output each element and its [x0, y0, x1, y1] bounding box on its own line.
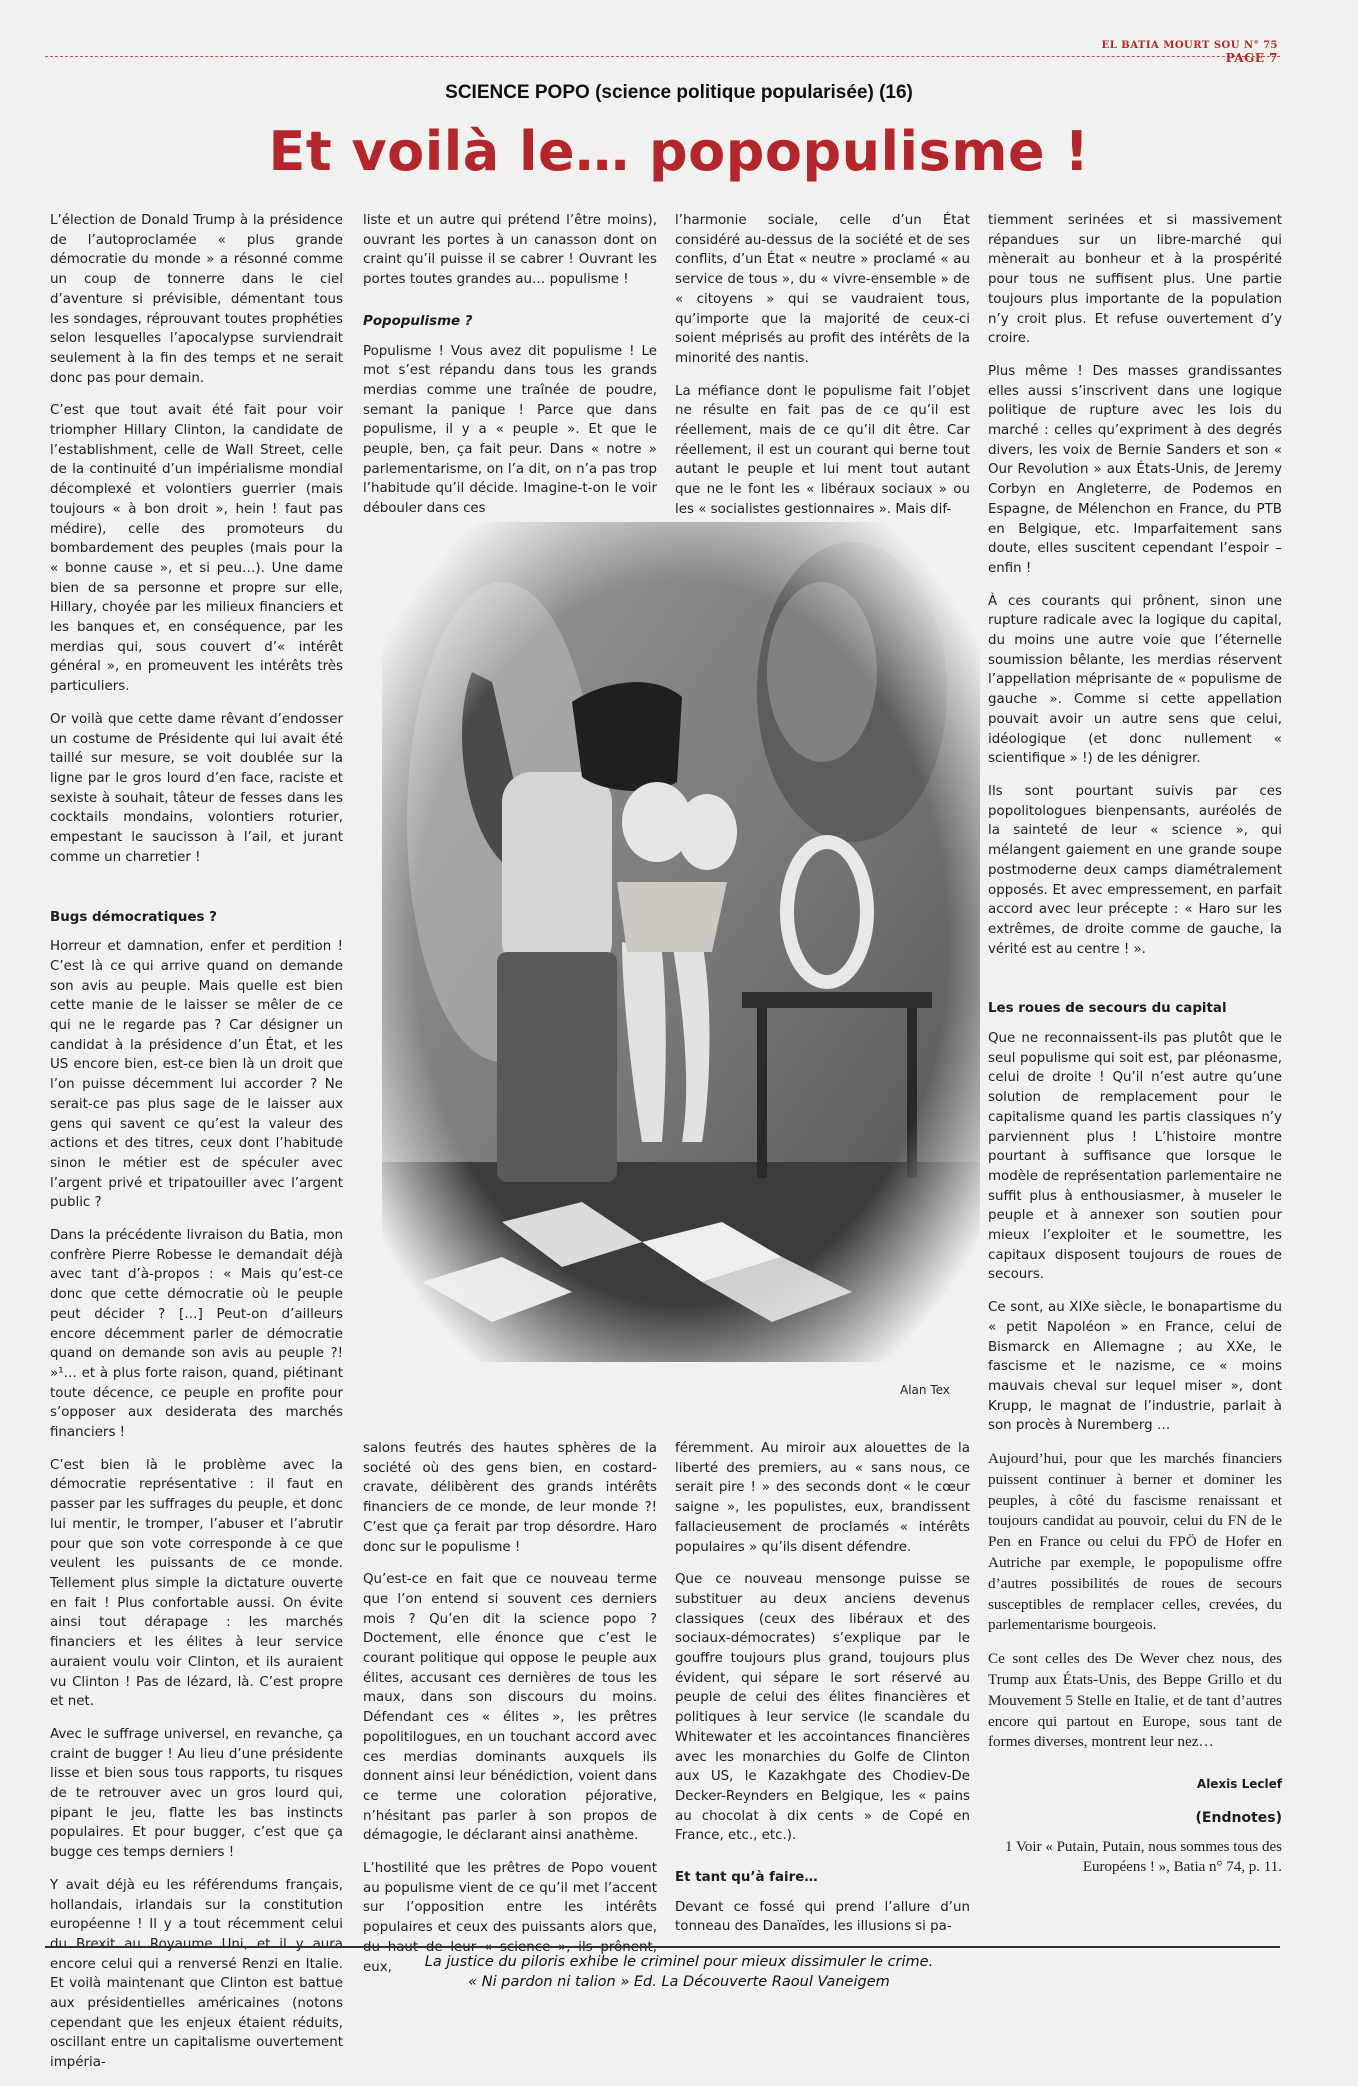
footer-rule — [45, 1946, 1280, 1948]
column-2-top — [363, 211, 657, 532]
paragraph: La méfiance dont le populisme fait l’objet ne résulte en fait pas de ce qu’il est réellement, mais de ce qu’il dit être. Car réellement, il est un courant qui berne tout autant le peuple et lui ment tout autant que ne le font les « libéraux sociaux » ou les « socialistes gestionnaires ». Mais dif- — [675, 383, 970, 517]
paragraph: Que ne reconnaissent-ils pas plutôt que le seul populisme qui soit est, par pléonasme, celui de droite ! Qu’il n’est autre qu’une solution de remplacement pour le capitalisme quand les partis classiques n’y parviennent plus ! L’histoire montre pourtant à suffisance que lorsque le modèle de représentation parlementaire ne suffit plus à enthousiasmer, à museler le peuple et à annexer son soutien pour mieux l’exploiter et le soumettre, les capitaux disposent toujours de roues de secours. — [988, 1031, 1282, 1283]
column-3-bottom — [675, 1439, 970, 1950]
column-4 — [988, 211, 1282, 1877]
paragraph: féremment. Au miroir aux alouettes de la liberté des premiers, au « sans nous, ce serait pire ! » des seconds dont « le cœur saigne », les populistes, eux, brandissent fallacieusement de proclamés « intérêts populaires » qu’ils disent défendre. — [675, 1441, 970, 1555]
endnotes-title: (Endnotes) — [1195, 1809, 1282, 1826]
paragraph: Or voilà que cette dame rêvant d’endosser un costume de Présidente qui lui avait été taillé sur mesure, se voit doublée sur la ligne par le gros lourd d’en face, raciste et sexiste à souhait, tâteur de fesses dans les cocktails mondains, volontiers roturier, empestant le saucisson à l’ail, et jurant comme un charretier ! — [50, 711, 343, 865]
quote-line-1: La justice du piloris exhibe le criminel pour mieux dissimuler le crime. — [424, 1954, 934, 1970]
paragraph: Plus même ! Des masses grandissantes elles aussi s’inscrivent dans une logique politique de rupture avec les lois du marché : celles qu’expriment à des degrés divers, les voix de Bernie Sanders et son « Our Revolution » aux États-Unis, de Jeremy Corbyn en Angleterre, de Podemos en Espagne, de Mélenchon en France, du PTB en Belgique, etc. Imparfaitement sans doute, elles suscitent cependant l’espoir – enfin ! — [988, 363, 1282, 576]
paragraph: Ce sont celles des De Wever chez nous, des Trump aux États-Unis, des Beppe Grillo et du Mouvement 5 Stelle en Italie, et de tant d’autres encore qui partout en Europe, sous tant de formes diverses, montrent leur nez… — [988, 1650, 1282, 1751]
footer-quote — [0, 1952, 1358, 1992]
column-1 — [50, 211, 343, 2086]
column-2-bottom — [363, 1439, 657, 1990]
paragraph: Horreur et damnation, enfer et perdition ! C’est là ce qui arrive quand on demande son avis au peuple. Mais quelle est bien cette manie de le laisser se mêler de ce qui ne le regarde pas ? Car désigner un candidat à la présidence d’un État, et les US encore bien, est-ce bien là un droit que l’on puisse décemment lui accorder ? Ne serait-ce pas plus sage de le laisser aux gens qui savent ce qu’est la valeur des actions et des titres, ceux dont l’habitude sinon le métier est de spéculer avec l’argent privé et tripatouiller avec l’argent public ? — [50, 939, 343, 1211]
endnote: 1 Voir « Putain, Putain, nous sommes tous des Européens ! », Batia n° 74, p. 11. — [1005, 1838, 1282, 1875]
subheading-bugs: Bugs démocratiques ? — [50, 909, 217, 925]
paragraph: Ce sont, au XIXe siècle, le bonapartisme du « petit Napoléon » en France, celui de Bismarck en Allemagne ; au XXe, le fascisme et le nazisme, ce « moins mauvais cheval sur lequel miser », dont Krupp, le magnat de l’industrie, parlait à son procès à Nuremberg … — [988, 1300, 1282, 1434]
paragraph: L’hostilité que les prêtres de Popo vouent au populisme vient de ce qu’il met l’accent sur l’opposition entre les intérêts populaires et ceux des puissants alors que, du haut de leur « science », ils prônent, eux, — [363, 1861, 657, 1975]
paragraph: Avec le suffrage universel, en revanche, ça craint de bugger ! Au lieu d’une présidente lisse et bien sous tous rapports, tu risques de te retrouver avec un gros lourd qui, pipant le jeu, flatte les bas instincts populaires. Et pour bugger, c’est que ça bugge ces temps derniers ! — [50, 1726, 343, 1861]
paragraph: Dans la précédente livraison du Batia, mon confrère Pierre Robesse le demandait déjà avec tant d’à-propos : « Mais qu’est-ce donc que cette démocratie où le peuple peut décider ? […] Peut-on d’ailleurs encore décemment parler de démocratie quand on demande son avis au peuple ?! »¹… et à plus forte raison, quand, piétinant toute décence, ce peuple en profite pour s’opposer aux desiderata des marchés financiers ! — [50, 1228, 343, 1441]
author-signature: Alexis Leclef — [1196, 1777, 1282, 1792]
subheading-popopulisme: Popopulisme ? — [363, 313, 473, 329]
subheading-tant: Et tant qu’à faire… — [675, 1870, 818, 1886]
photo-credit: Alan Tex — [900, 1383, 950, 1397]
paragraph: C’est que tout avait été fait pour voir triompher Hillary Clinton, la candidate de l’establishment, celle de Wall Street, celle de la continuité d’un impérialisme mondial décomplexé et volontiers guerrier (mais toujours « à bon droit », hein ! faut pas médire), celle des promoteurs du bombardement des peuples (mais pour la « bonne cause », et si peu…). Une dame bien de sa personne et propre sur elle, Hillary, choyée par les milieux financiers et les banques et, en conséquence, par les merdias qui, sous couvert d’« intérêt général », en promeuvent les intérêts très particuliers. — [50, 403, 343, 695]
paragraph: Que ce nouveau mensonge puisse se substituer au deux anciens devenus classiques (ceux des libéraux et des sociaux-démocrates) s’explique par le gouffre toujours plus grand, toujours plus évident, qui sépare le sort réservé au peuple de celui des élites financières et politiques à leur service (le scandale du Whitewater et les accointances financières avec les monarchies du Golfe de Clinton aux US, le Kazakhgate des Chodiev-De Decker-Reynders en Belgique, les « pains au chocolat à dix cents » de Copé en France, etc., etc.). — [675, 1572, 970, 1844]
masthead — [1102, 40, 1278, 64]
headline: Et voilà le… popopulisme ! — [268, 120, 1090, 183]
masthead-title: EL BATIA MOURT SOU N° 75 — [1101, 40, 1278, 51]
paragraph: Y avait déjà eu les référendums français, hollandais, irlandais sur la constitution européenne ! Il y a tout récemment celui du Brexit au Royaume Uni, et il y aura encore celui qui a renversé Renzi en Italie. Et voilà maintenant que Clinton est battue aux présidentielles américaines (notons cependant que les enjeux étaient réduits, oscillant entre un capitalisme ouvertement impéria- — [50, 1877, 343, 2071]
paragraph: Devant ce fossé qui prend l’allure d’un tonneau des Danaïdes, les illusions si pa- — [675, 1899, 970, 1935]
paragraph: À ces courants qui prônent, sinon une rupture radicale avec la logique du capital, du moins une autre voie que l’éternelle soumission bêlante, les merdias réservent l’appellation méprisante de « populisme de gauche ». Comme si cette appellation pouvait avoir un autre sens que celui, idéologique (et donc nullement « scientifique » !) de les dénigrer. — [988, 593, 1282, 767]
photo-artwork — [382, 522, 980, 1362]
paragraph: C’est bien là le problème avec la démocratie représentative : il faut en passer par les suffrages du peuple, et donc lui mentir, le tromper, l’abuser et l’abrutir pour que son vote corresponde à ce que veulent les puissants de ce monde. Tellement plus simple la dictature ouverte en fait ! Plus confortable aussi. On évite ainsi tout dérapage : les marchés financiers et les élites à leur service auraient voulu voir Clinton, et ils auraient vu Clinton ! Pas de lézard, là. C’est propre et net. — [50, 1457, 343, 1710]
header-rule — [45, 56, 1280, 57]
paragraph: l’harmonie sociale, celle d’un État considéré au-dessus de la société et de ses conflits, d’un État « neutre » proclamé « au service de tous », du « vivre-ensemble » de « citoyens » qui se vaudraient tous, qu’importe que la majorité de ceux-ci soient méprisés au profit des intérêts de la minorité des nantis. — [675, 213, 970, 366]
paragraph: salons feutrés des hautes sphères de la société où des gens bien, en costard-cravate, délibèrent des grands intérêts financiers de ce monde, de leur monde ?! C’est que ça ferait par trop désordre. Haro donc sur le populisme ! — [363, 1441, 657, 1555]
paragraph: Qu’est-ce en fait que ce nouveau terme que l’on entend si souvent ces derniers mois ? Qu’en dit la science popo ? Doctement, elle énonce que c’est le courant politique qui oppose le peuple aux élites, accusant ces dernières de tous les maux, dans son discours du moins. Défendant ces « élites », les prêtres popolitilogues, en un touchant accord avec ces merdias dominants auxquels ils donnent ainsi leur bénédiction, voient dans ce terme une coloration péjorative, n’hésitant pas parler à son propos de démagogie, le déclarant ainsi anathème. — [363, 1572, 657, 1844]
column-3-top — [675, 211, 970, 533]
paragraph: tiemment serinées et si massivement répandues sur un libre-marché qui mènerait au bonheur et à la prospérité pour tous ne suffisent plus. Une partie toujours plus importante de la population n’y croit plus. Et refuse ouvertement d’y croire. — [988, 213, 1282, 347]
paragraph: Aujourd’hui, pour que les marchés financiers puissent continuer à berner et dominer les peuples, à côté du fascisme renaissant et toujours candidat au pouvoir, celui du FN de le Pen en France ou celui du FPÖ de Hofer en Autriche par exemple, le popopulisme offre d’autres possibilités de roues de secours susceptibles de remplacer celles, crevées, du parlementarisme bourgeois. — [988, 1450, 1282, 1634]
rubric: SCIENCE POPO (science politique popularisée) (16) — [445, 82, 913, 103]
paragraph: Ils sont pourtant suivis par ces popolitologues bienpensants, auréolés de la sainteté de leur « science », qui mélangent gaiement en une grande soupe postmoderne deux camps diamétralement opposés. Et avec empressement, en parfait accord avec leur précepte : « Haro sur les extrêmes, de droite comme de gauche, la vérité est au centre ! ». — [988, 783, 1282, 957]
subheading-roues: Les roues de secours du capital — [988, 1001, 1227, 1017]
quote-line-2: « Ni pardon ni talion » Ed. La Découverte Raoul Vaneigem — [468, 1974, 890, 1990]
paragraph: L’élection de Donald Trump à la présidence de l’autoproclamée « plus grande démocratie du monde » a résonné comme un coup de tonnerre dans le ciel d’aventure si prévisible, démentant tous les sondages, réprouvant toutes prophéties selon lesquelles l’apocalypse surviendrait seulement à la fin des temps et ne serait donc pas pour demain. — [50, 213, 343, 386]
paragraph: liste et un autre qui prétend l’être moins), ouvrant les portes à un canasson dont on craint qu’il puisse il se cabrer ! Ouvrant les portes toutes grandes au… populisme ! — [363, 213, 657, 288]
page-number: PAGE 7 — [1225, 51, 1278, 65]
paragraph: Populisme ! Vous avez dit populisme ! Le mot s’est répandu dans tous les grands merdias comme une traînée de poudre, semant la panique ! Parce que dans populisme, il y a « peuple ». Et que le peuple, ben, ça fait peur. Dans « notre » parlementarisme, on l’a dit, on n’a pas trop l’habitude qu’il décide. Imagine-t-on le voir débouler dans ces — [363, 343, 657, 517]
illustration-photo — [382, 522, 980, 1362]
